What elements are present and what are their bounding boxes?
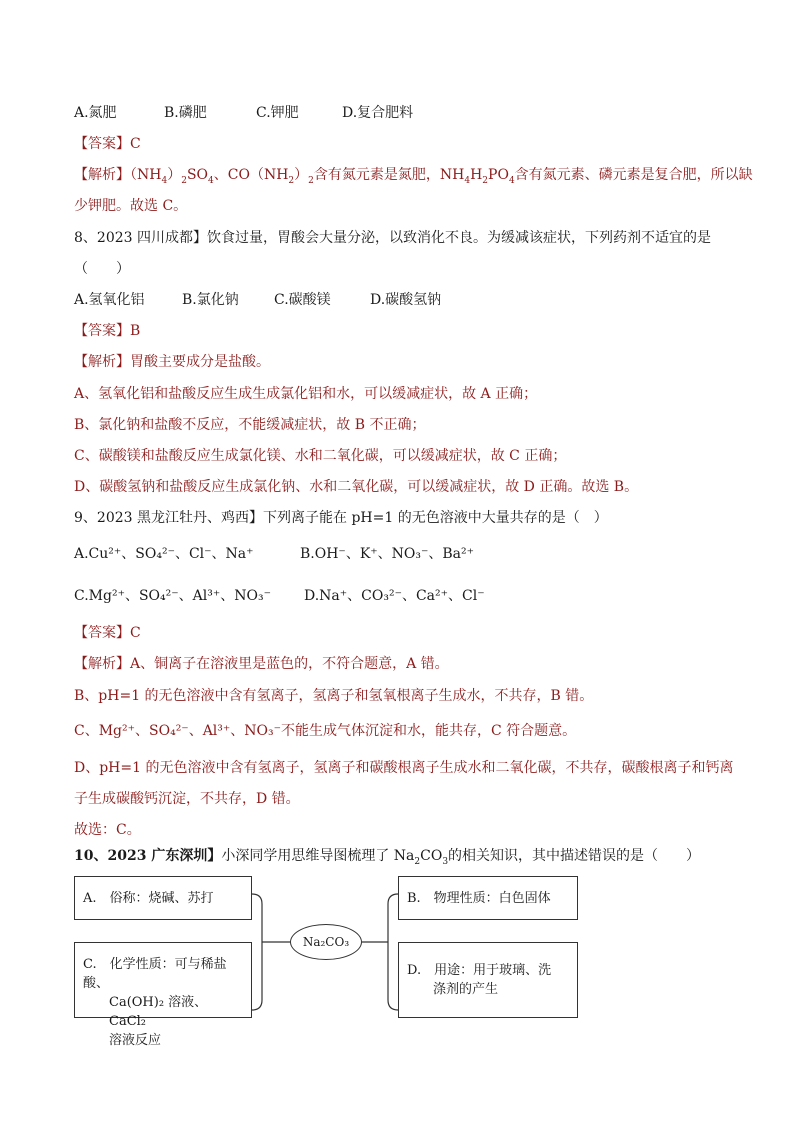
analysis-label: 【解析】	[74, 167, 130, 183]
q8-option-b: B.氯化钠	[182, 292, 239, 308]
q8-blank: （ ）	[74, 261, 130, 277]
q9-analysis-b: B、pH=1 的无色溶液中含有氢离子，氢离子和氢氧根离子生成水，不共存，B 错。	[74, 688, 594, 704]
q9-option-a: A.Cu²⁺、SO₄²⁻、Cl⁻、Na⁺	[74, 546, 254, 562]
center-node-na2co3: Na₂CO₃	[290, 924, 362, 960]
q7-analysis-line1: 【解析】$(NH_4)_2SO_4$、$CO(NH_2)_2$含有氮元素是氮肥，$NH_4H_2PO_4$含有氮元素、磷元素是复合肥，所以缺	[74, 167, 753, 186]
q9-option-b: B.OH⁻、K⁺、NO₃⁻、Ba²⁺	[300, 546, 475, 562]
q8-analysis-a: A、氢氧化铝和盐酸反应生成生成氯化铝和水，可以缓减症状，故 A 正确；	[74, 386, 538, 402]
box-b: B. 物理性质：白色固体	[398, 876, 578, 920]
q9-analysis-c: C、Mg²⁺、SO₄²⁻、Al³⁺、NO₃⁻不能生成气体沉淀和水，能共存，C 符合题意。	[74, 723, 577, 739]
box-c: C. 化学性质：可与稀盐酸、 Ca(OH)₂ 溶液、CaCl₂ 溶液反应	[74, 942, 252, 1018]
q9-stem: 9、2023 黑龙江牡丹、鸡西】下列离子能在 pH=1 的无色溶液中大量共存的是（ ）	[74, 510, 608, 526]
q9-analysis-d2: 子生成碳酸钙沉淀，不共存，D 错。	[74, 791, 300, 807]
q7-option-c: C.钾肥	[256, 105, 299, 121]
q8-option-c: C.碳酸镁	[274, 292, 331, 308]
q9-option-d: D.Na⁺、CO₃²⁻、Ca²⁺、Cl⁻	[304, 588, 485, 604]
q9-answer: 【答案】C	[74, 625, 141, 641]
box-a: A. 俗称：烧碱、苏打	[74, 876, 252, 920]
q10-stem: 10、2023 广东深圳】小深同学用思维导图梳理了 $Na_2CO_3$的相关知识，其中描述错误的是（ ）	[74, 848, 701, 867]
q7-option-d: D.复合肥料	[342, 105, 414, 121]
q8-analysis-b: B、氯化钠和盐酸不反应，不能缓减症状，故 B 不正确；	[74, 417, 426, 433]
answer-value: C	[130, 136, 141, 152]
q7-option-b: B.磷肥	[164, 105, 207, 121]
q7-option-a: A.氮肥	[74, 105, 117, 121]
q9-conclusion: 故选：C。	[74, 822, 141, 838]
box-d: D. 用途：用于玻璃、洗 涤剂的产生	[398, 942, 578, 1018]
q8-stem: 8、2023 四川成都】饮食过量，胃酸会大量分泌，以致消化不良。为缓减该症状，下列药剂不适宜的是	[74, 230, 712, 246]
q9-analysis-d1: D、pH=1 的无色溶液中含有氢离子，氢离子和碳酸根离子生成水和二氧化碳，不共存，碳酸根离子和钙离	[74, 760, 734, 776]
q8-option-a: A.氢氧化铝	[74, 292, 145, 308]
q8-option-d: D.碳酸氢钠	[370, 292, 442, 308]
q7-analysis-line2: 少钾肥。故选 C。	[74, 198, 188, 214]
q8-analysis-c: C、碳酸镁和盐酸反应生成氯化镁、水和二氧化碳，可以缓减症状，故 C 正确；	[74, 448, 567, 464]
answer-label: 【答案】	[74, 136, 130, 152]
q8-analysis-d: D、碳酸氢钠和盐酸反应生成氯化钠、水和二氧化碳，可以缓减症状，故 D 正确。故选 B。	[74, 479, 639, 495]
q8-answer: 【答案】B	[74, 323, 141, 339]
q9-option-c: C.Mg²⁺、SO₄²⁻、Al³⁺、NO₃⁻	[74, 588, 271, 604]
q9-analysis-a: 【解析】A、铜离子在溶液里是蓝色的，不符合题意，A 错。	[74, 656, 449, 672]
q8-analysis-intro: 【解析】胃酸主要成分是盐酸。	[74, 354, 270, 370]
